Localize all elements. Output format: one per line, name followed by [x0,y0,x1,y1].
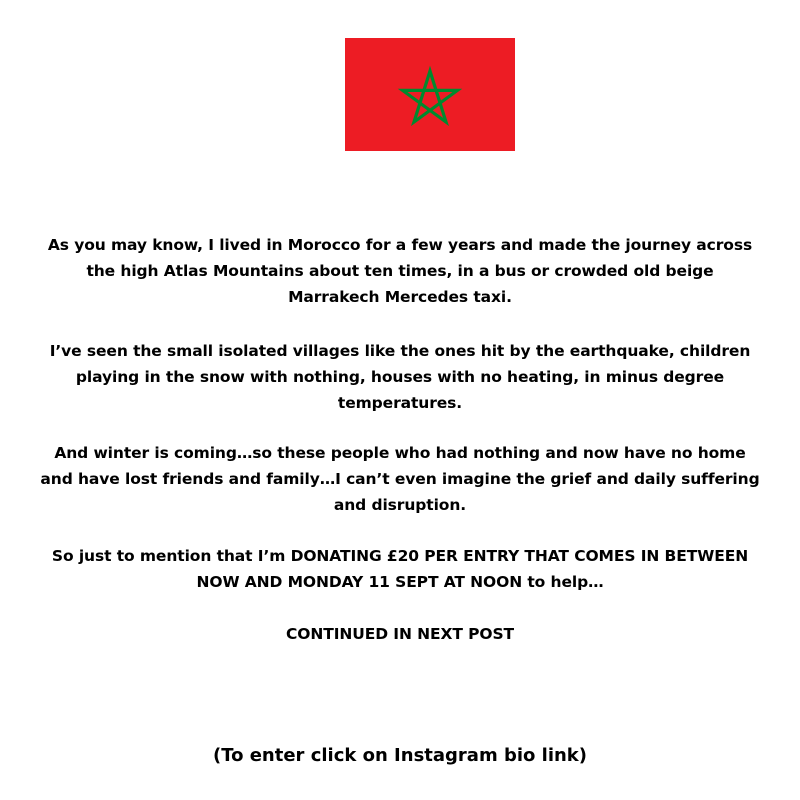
paragraph-winter: And winter is coming…so these people who had nothing and now have no home and have lost friends and family…I can’t even imagine the grief and daily suffering and disruption. [40,444,760,514]
continued-note: CONTINUED IN NEXT POST [286,625,514,643]
paragraph-villages: I’ve seen the small isolated villages like the ones hit by the earthquake, children playing in the snow with nothing, houses with no heating, in minus degree temperatures. [49,342,751,412]
entry-instruction: (To enter click on Instagram bio link) [212,745,588,766]
morocco-flag-icon [345,38,515,151]
flag-field [345,38,515,151]
paragraph-morocco-journey: As you may know, I lived in Morocco for a few years and made the journey across the high Atlas Mountains about ten times, in a bus or crowded old beige Marrakech Mercedes taxi. [47,236,753,306]
paragraph-donation: So just to mention that I’m DONATING £20 PER ENTRY THAT COMES IN BETWEEN NOW AND MONDAY 11 SEPT AT NOON to help… [51,547,749,591]
